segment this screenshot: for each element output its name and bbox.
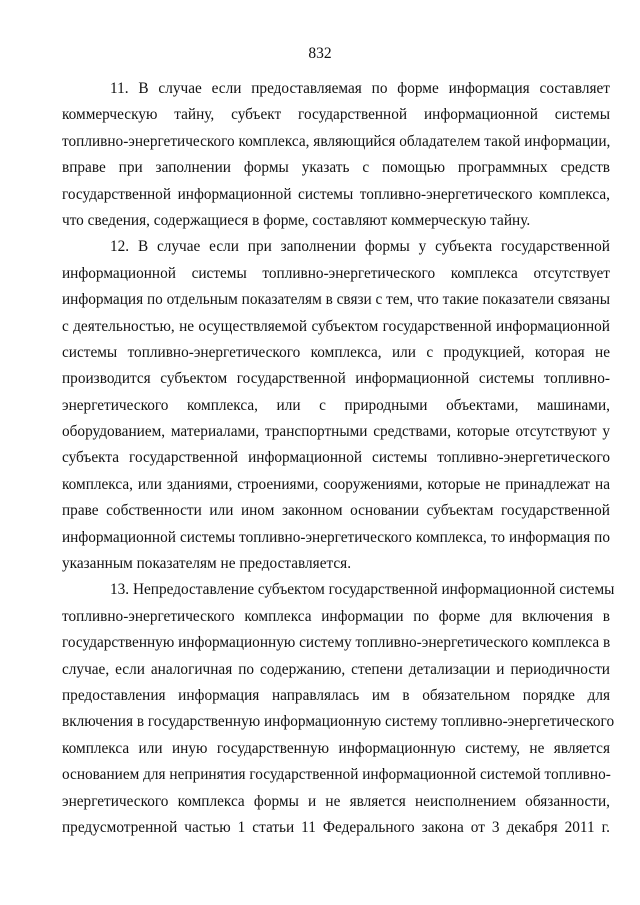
- text-line: включения в государственную информационную систему топливно-энергетического: [62, 713, 615, 731]
- text-line: 13. Непредоставление субъектом государственной информационной системы: [110, 581, 615, 599]
- text-line: что сведения, содержащиеся в форме, составляют коммерческую тайну.: [62, 211, 531, 229]
- text-line: 11. В случае если предоставляемая по форме информация составляет: [110, 80, 610, 97]
- text-line: государственную информационную систему топливно-энергетического комплекса в: [62, 634, 611, 652]
- paragraph-13: [62, 577, 615, 841]
- paragraph-12: [62, 234, 610, 577]
- text-line: коммерческую тайну, субъект государственной информационной системы: [62, 106, 610, 124]
- text-line: государственной информационной системы топливно-энергетического комплекса,: [62, 185, 610, 203]
- text-line: энергетического комплекса формы и не является неисполнением обязанности,: [62, 792, 610, 810]
- text-line: субъекта государственной информационной системы топливно-энергетического: [62, 449, 610, 467]
- text-line: энергетического комплекса, или с природными объектами, машинами,: [62, 396, 610, 414]
- text-line: с деятельностью, не осуществляемой субъектом государственной информационной: [62, 317, 610, 335]
- text-line: указанным показателям не предоставляется.: [62, 555, 352, 573]
- text-line: комплекса, или зданиями, строениями, сооружениями, которые не принадлежат на: [62, 475, 610, 493]
- text-line: праве собственности или ином законном основании субъектам государственной: [62, 502, 610, 520]
- text-line: предоставления информация направлялась им в обязательном порядке для: [62, 686, 610, 704]
- text-line: основанием для непринятия государственной информационной системой топливно-: [62, 766, 611, 784]
- text-line: системы топливно-энергетического комплекса, или с продукцией, которая не: [62, 343, 610, 361]
- text-line: 12. В случае если при заполнении формы у субъекта государственной: [110, 238, 610, 256]
- text-line: информация по отдельным показателям в связи с тем, что такие показатели связаны: [62, 291, 611, 309]
- text-line: информационной системы топливно-энергетического комплекса, то информация по: [62, 528, 610, 546]
- text-line: вправе при заполнении формы указать с помощью программных средств: [62, 159, 610, 177]
- paragraph-11: [62, 76, 610, 234]
- page-number: 832: [308, 45, 332, 62]
- text-line: предусмотренной частью 1 статьи 11 Федерального закона от 3 декабря 2011 г.: [62, 818, 610, 836]
- text-line: топливно-энергетического комплекса, являющийся обладателем такой информации,: [62, 132, 611, 150]
- text-line: оборудованием, материалами, транспортными средствами, которые отсутствуют у: [62, 423, 610, 441]
- text-line: комплекса или иную государственную информационную систему, не является: [62, 739, 610, 757]
- text-line: топливно-энергетического комплекса информации по форме для включения в: [62, 607, 610, 625]
- text-line: производится субъектом государственной информационной системы топливно-: [62, 370, 610, 388]
- text-line: информационной системы топливно-энергетического комплекса отсутствует: [62, 264, 610, 282]
- document-body: [62, 76, 615, 841]
- text-line: случае, если аналогичная по содержанию, степени детализации и периодичности: [62, 660, 610, 678]
